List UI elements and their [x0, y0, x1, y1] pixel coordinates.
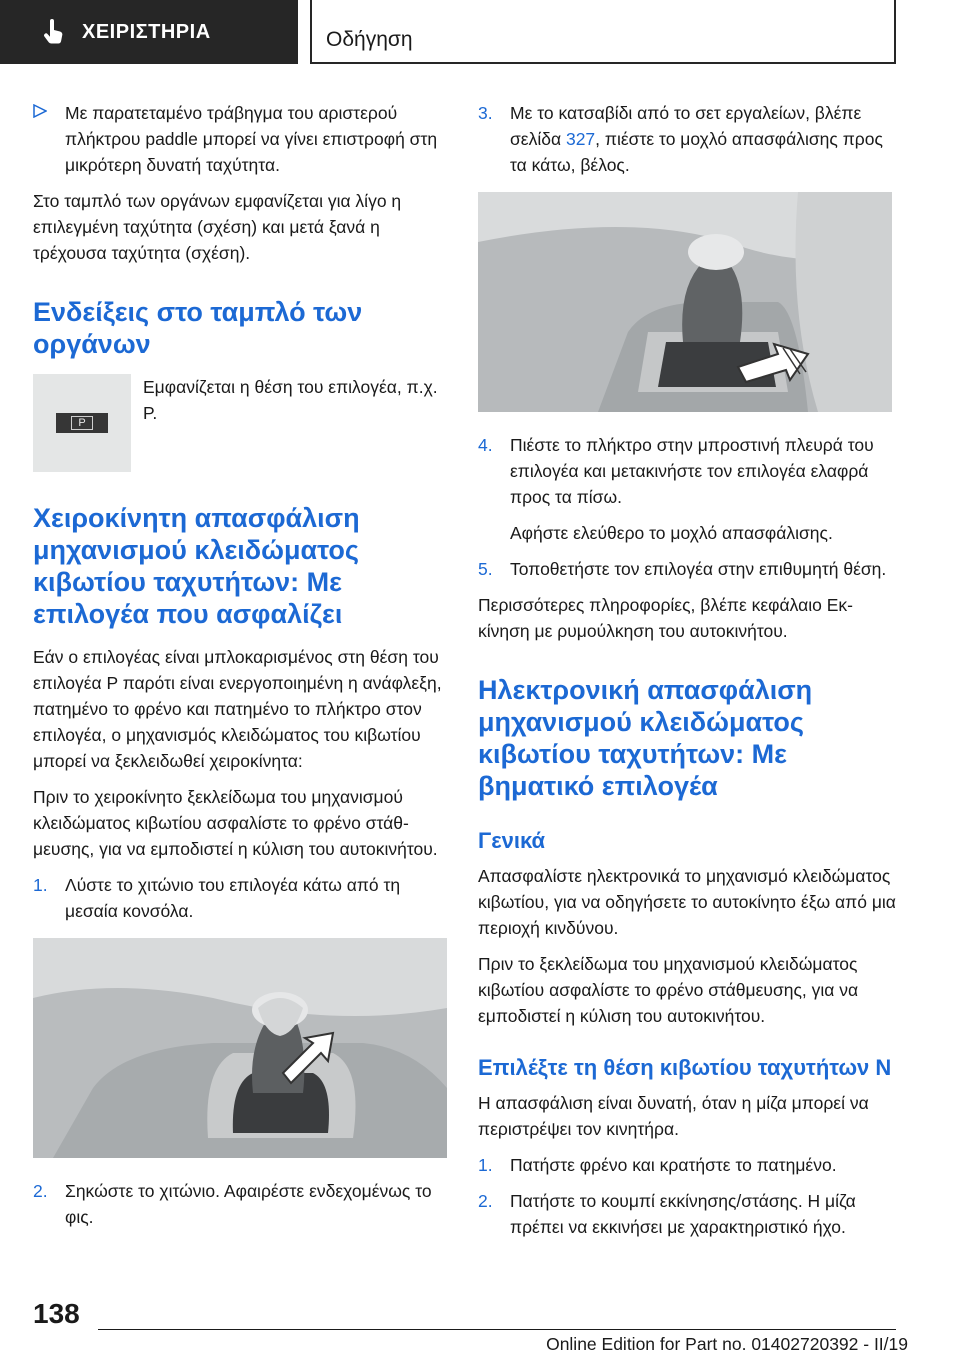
list-number: 2. [478, 1191, 493, 1211]
heading-manual-release: Χειροκίνητη απασφάλιση μηχανισμού κλειδώματος κιβωτίου ταχυτήτων: Με επιλογέα που ασφαλίζει [33, 503, 360, 629]
page-number: 138 [33, 1298, 80, 1329]
list-item [478, 432, 898, 510]
list-text: Πατήστε φρένο και κρατήστε το πατημένο. [510, 1155, 837, 1175]
edition-text: Online Edition for Part no. 01402720392 - II/19 [546, 1334, 908, 1354]
paragraph: Περισσότερες πληροφορίες, βλέπε κεφάλαιο Εκκίνηση με ρυμούλκηση του αυτοκινήτου. [478, 595, 853, 641]
list-item [33, 1178, 447, 1230]
list-item [478, 1188, 898, 1240]
instrument-display-image [33, 374, 131, 472]
list-text: Πιέστε το πλήκτρο στην μπροστινή πλευρά του επιλογέα και μετακινήστε τον επιλογέα ελαφρά προς τα πίσω. [510, 435, 874, 507]
footer-divider [98, 1329, 896, 1330]
heading-indications: Ενδείξεις στο ταμπλό των οργάνων [33, 297, 363, 359]
display-example [33, 374, 447, 472]
paragraph: Πριν το ξεκλείδωμα του μηχανισμού κλειδώματος κιβωτίου ασφαλίστε το φρένο στάθμευσης, για να εμποδιστεί η κύλιση του αυτοκινήτου. [478, 954, 859, 1026]
list-text: Πατήστε το κουμπί εκκίνησης/στάσης. Η μίζα πρέπει να εκκινήσει με χαρακτηριστικό ήχο. [510, 1191, 856, 1237]
triangle-bullet-icon [33, 104, 47, 118]
paragraph: Απασφαλίστε ηλεκτρονικά το μηχανισμό κλειδώματος κιβωτίου, για να οδηγήσετε το αυτοκίνητο έξω από μια περιοχή κινδύνου. [478, 866, 896, 938]
list-item [478, 556, 898, 582]
list-number: 5. [478, 559, 493, 579]
list-number: 1. [33, 875, 48, 895]
list-number: 4. [478, 435, 493, 455]
right-column [478, 100, 898, 1250]
paragraph: Πριν το χειροκίνητο ξεκλείδωμα του μηχανισμού κλειδώματος κιβωτίου ασφαλίστε το φρένο στάθμευσης, για να εμποδιστεί η κύλιση του αυτοκινήτου. [33, 787, 438, 859]
list-item [33, 872, 447, 924]
list-item: 3. Με το κατσαβίδι από το σετ εργαλείων, βλέπε σελίδα 327, πιέστε το μοχλό απασφάλισης προς τα κάτω, βέλος. [478, 100, 898, 178]
release-lever-illustration [478, 192, 892, 412]
list-number: 1. [478, 1155, 493, 1175]
paragraph: Η απασφάλιση είναι δυνατή, όταν η μίζα μπορεί να περιστρέψει τον κινητήρα. [478, 1093, 869, 1139]
paragraph: Στο ταμπλό των οργάνων εμφανίζεται για λίγο η επιλεγμένη ταχύτητα (σχέση) και μετά ξανά η τρέχουσα ταχύτητα (σχέση). [33, 191, 402, 263]
display-description: Εμφανίζεται η θέση του επιλογέα, π.χ. P. [143, 377, 438, 423]
list-text: Τοποθετήστε τον επιλογέα στην επιθυμητή θέση. [510, 559, 887, 579]
left-column [33, 100, 447, 1240]
list-number: 2. [33, 1181, 48, 1201]
list-number: 3. [478, 103, 493, 123]
manual-header-tab [0, 0, 298, 64]
note-text: Με παρατεταμένο τράβηγμα του αριστερού πλήκτρου paddle μπορεί να γίνει επιστροφή στη μικρότερη δυνατή ταχύτητα. [65, 103, 438, 175]
heading-select-n: Επιλέξτε τη θέση κιβωτίου ταχυτήτων N [478, 1055, 892, 1080]
list-text: Λύστε το χιτώνιο του επιλογέα κάτω από τη μεσαία κονσόλα. [65, 875, 401, 921]
gear-letter: P [71, 416, 93, 430]
note-paragraph [33, 100, 447, 178]
section-title: Οδήγηση [310, 0, 896, 64]
manual-title: ΧΕΙΡΙΣΤΗΡΙΑ [82, 20, 211, 43]
heading-general: Γενικά [478, 828, 546, 853]
list-subtext: Αφήστε ελεύθερο το μοχλό απασφάλισης. [510, 523, 833, 543]
list-item [478, 1152, 898, 1178]
gear-lever-illustration [33, 938, 447, 1158]
page-link[interactable]: 327 [565, 129, 596, 149]
heading-electronic-release: Ηλεκτρονική απασφάλιση μηχανισμού κλειδώματος κιβωτίου ταχυτήτων: Με βηματικό επιλογέα [478, 675, 813, 801]
hand-pointer-icon [40, 18, 68, 46]
list-text: Σηκώστε το χιτώνιο. Αφαιρέστε ενδεχομένως το φις. [65, 1181, 432, 1227]
paragraph: Εάν ο επιλογέας είναι μπλοκαρισμένος στη θέση του επιλογέα P παρότι είναι ενεργοποιημένη η ανάφλεξη, πατημένο το φρένο και πατημένο το πλήκτρο στον επιλογέα, ο μηχανισμός κλειδώματος του κιβωτίου μπορεί να ξεκλειδωθεί χειροκίνητα: [33, 647, 442, 771]
